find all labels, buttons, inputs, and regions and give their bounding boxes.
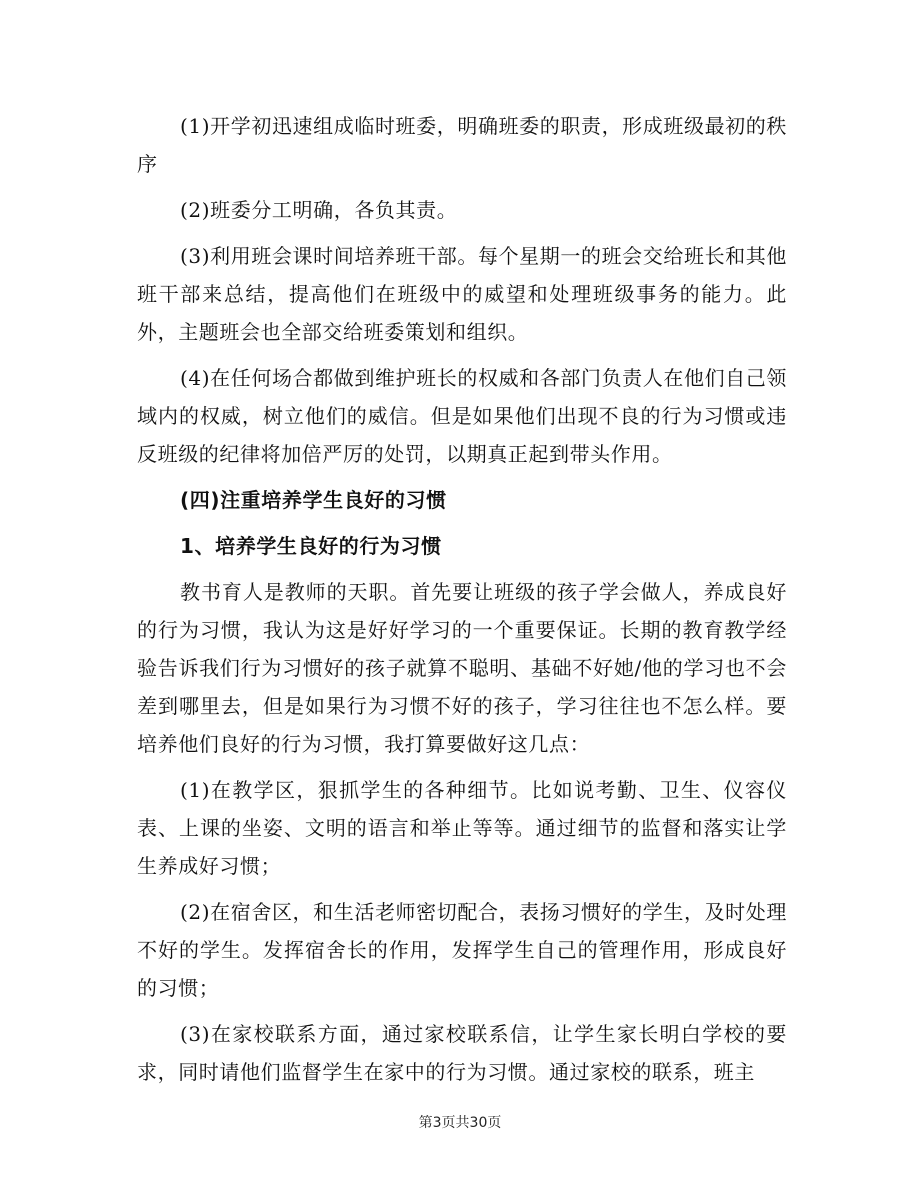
paragraph-item-3-home-school: (3)在家校联系方面，通过家校联系信，让学生家长明白学校的要求，同时请他们监督学生在家中的行为习惯。通过家校的联系，班主 [137,1022,787,1084]
page-number: 第3页共30页 [418,1115,502,1131]
document-body [137,103,787,1095]
paragraph-item-1: (1)开学初迅速组成临时班委，明确班委的职责，形成班级最初的秩序 [137,114,787,176]
paragraph-item-2-dormitory: (2)在宿舍区，和生活老师密切配合，表扬习惯好的学生，及时处理不好的学生。发挥宿舍长的作用，发挥学生自己的管理作用，形成良好的习惯； [137,900,787,1000]
paragraph-body: 教书育人是教师的天职。首先要让班级的孩子学会做人，养成良好的行为习惯，我认为这是好好学习的一个重要保证。长期的教育教学经验告诉我们行为习惯好的孩子就算不聪明、基础不好她/他的学习也不会差到哪里去，但是如果行为习惯不好的孩子，学习往往也不怎么样。要培养他们良好的行为习惯，我打算要做好这几点： [137,580,787,756]
paragraph-item-3: (3)利用班会课时间培养班干部。每个星期一的班会交给班长和其他班干部来总结，提高他们在班级中的威望和处理班级事务的能力。此外，主题班会也全部交给班委策划和组织。 [137,244,787,344]
paragraph-item-4: (4)在任何场合都做到维护班长的权威和各部门负责人在他们自己领域内的权威，树立他们的威信。但是如果他们出现不良的行为习惯或违反班级的纪律将加倍严厉的处罚，以期真正起到带头作用。 [137,366,787,466]
subsection-heading: 1、培养学生良好的行为习惯 [180,534,442,558]
paragraph-item-2: (2)班委分工明确，各负其责。 [180,198,458,222]
paragraph-item-1-teaching-area: (1)在教学区，狠抓学生的各种细节。比如说考勤、卫生、仪容仪表、上课的坐姿、文明的语言和举止等等。通过细节的监督和落实让学生养成好习惯； [137,778,787,878]
section-heading: (四)注重培养学生良好的习惯 [180,488,447,512]
